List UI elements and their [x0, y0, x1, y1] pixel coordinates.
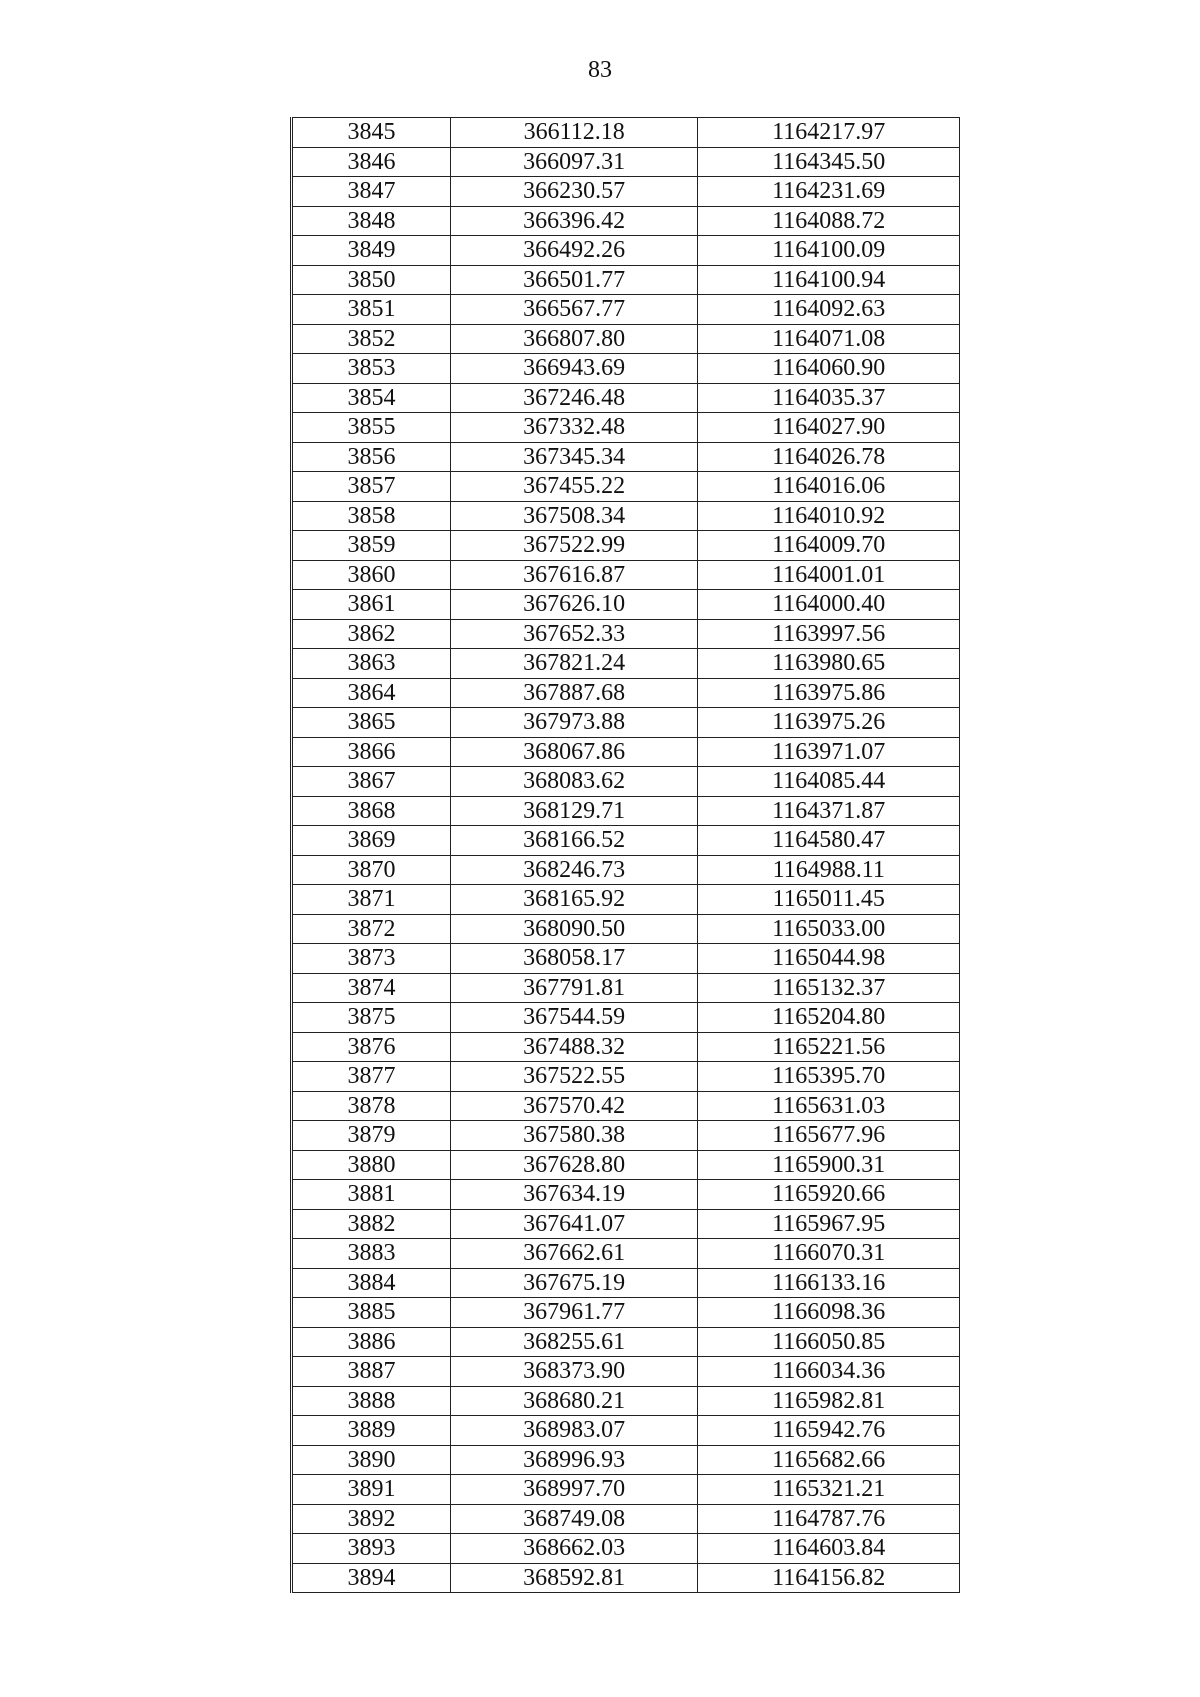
table-row [292, 826, 960, 856]
x-coordinate-cell: 368749.08 [450, 1504, 698, 1534]
x-coordinate-cell: 367791.81 [450, 973, 698, 1003]
x-coordinate-cell: 367634.19 [450, 1180, 698, 1210]
x-coordinate-cell: 367246.48 [450, 383, 698, 413]
point-number-cell: 3881 [292, 1180, 451, 1210]
point-number-cell: 3873 [292, 944, 451, 974]
x-coordinate-cell: 366567.77 [450, 295, 698, 325]
coordinates-table-body [292, 118, 960, 1593]
x-coordinate-cell: 367675.19 [450, 1268, 698, 1298]
point-number-cell: 3861 [292, 590, 451, 620]
x-coordinate-cell: 367345.34 [450, 442, 698, 472]
y-coordinate-cell: 1163997.56 [698, 619, 960, 649]
y-coordinate-cell: 1165011.45 [698, 885, 960, 915]
x-coordinate-cell: 366807.80 [450, 324, 698, 354]
y-coordinate-cell: 1164580.47 [698, 826, 960, 856]
table-row [292, 236, 960, 266]
table-row [292, 1091, 960, 1121]
y-coordinate-cell: 1164026.78 [698, 442, 960, 472]
y-coordinate-cell: 1164345.50 [698, 147, 960, 177]
x-coordinate-cell: 368680.21 [450, 1386, 698, 1416]
page-number: 83 [588, 57, 612, 83]
point-number-cell: 3850 [292, 265, 451, 295]
table-row [292, 1327, 960, 1357]
x-coordinate-cell: 368983.07 [450, 1416, 698, 1446]
y-coordinate-cell: 1164217.97 [698, 118, 960, 148]
y-coordinate-cell: 1164988.11 [698, 855, 960, 885]
x-coordinate-cell: 367887.68 [450, 678, 698, 708]
y-coordinate-cell: 1164010.92 [698, 501, 960, 531]
x-coordinate-cell: 367641.07 [450, 1209, 698, 1239]
table-row [292, 1445, 960, 1475]
point-number-cell: 3876 [292, 1032, 451, 1062]
point-number-cell: 3852 [292, 324, 451, 354]
x-coordinate-cell: 368997.70 [450, 1475, 698, 1505]
x-coordinate-cell: 366230.57 [450, 177, 698, 207]
point-number-cell: 3871 [292, 885, 451, 915]
x-coordinate-cell: 367488.32 [450, 1032, 698, 1062]
table-row [292, 1121, 960, 1151]
point-number-cell: 3856 [292, 442, 451, 472]
y-coordinate-cell: 1164001.01 [698, 560, 960, 590]
y-coordinate-cell: 1165682.66 [698, 1445, 960, 1475]
point-number-cell: 3875 [292, 1003, 451, 1033]
y-coordinate-cell: 1164092.63 [698, 295, 960, 325]
x-coordinate-cell: 367580.38 [450, 1121, 698, 1151]
table-row [292, 383, 960, 413]
x-coordinate-cell: 368246.73 [450, 855, 698, 885]
table-row [292, 354, 960, 384]
point-number-cell: 3877 [292, 1062, 451, 1092]
table-row [292, 855, 960, 885]
point-number-cell: 3865 [292, 708, 451, 738]
y-coordinate-cell: 1164035.37 [698, 383, 960, 413]
x-coordinate-cell: 368083.62 [450, 767, 698, 797]
table-row [292, 560, 960, 590]
table-row [292, 678, 960, 708]
y-coordinate-cell: 1165132.37 [698, 973, 960, 1003]
point-number-cell: 3882 [292, 1209, 451, 1239]
x-coordinate-cell: 367455.22 [450, 472, 698, 502]
table-row [292, 1298, 960, 1328]
x-coordinate-cell: 367628.80 [450, 1150, 698, 1180]
x-coordinate-cell: 366396.42 [450, 206, 698, 236]
y-coordinate-cell: 1166034.36 [698, 1357, 960, 1387]
table-row [292, 1416, 960, 1446]
table-row [292, 118, 960, 148]
table-row [292, 590, 960, 620]
x-coordinate-cell: 367332.48 [450, 413, 698, 443]
table-row [292, 1239, 960, 1269]
point-number-cell: 3847 [292, 177, 451, 207]
point-number-cell: 3854 [292, 383, 451, 413]
y-coordinate-cell: 1164085.44 [698, 767, 960, 797]
table-row [292, 1150, 960, 1180]
y-coordinate-cell: 1163975.86 [698, 678, 960, 708]
table-row [292, 1475, 960, 1505]
x-coordinate-cell: 367961.77 [450, 1298, 698, 1328]
point-number-cell: 3853 [292, 354, 451, 384]
y-coordinate-cell: 1165044.98 [698, 944, 960, 974]
point-number-cell: 3890 [292, 1445, 451, 1475]
table-row [292, 1209, 960, 1239]
point-number-cell: 3892 [292, 1504, 451, 1534]
point-number-cell: 3848 [292, 206, 451, 236]
table-row [292, 619, 960, 649]
y-coordinate-cell: 1164603.84 [698, 1534, 960, 1564]
x-coordinate-cell: 366112.18 [450, 118, 698, 148]
point-number-cell: 3868 [292, 796, 451, 826]
x-coordinate-cell: 368373.90 [450, 1357, 698, 1387]
y-coordinate-cell: 1164371.87 [698, 796, 960, 826]
point-number-cell: 3860 [292, 560, 451, 590]
x-coordinate-cell: 366943.69 [450, 354, 698, 384]
y-coordinate-cell: 1165221.56 [698, 1032, 960, 1062]
y-coordinate-cell: 1166070.31 [698, 1239, 960, 1269]
y-coordinate-cell: 1164000.40 [698, 590, 960, 620]
table-row [292, 531, 960, 561]
table-row [292, 1386, 960, 1416]
point-number-cell: 3851 [292, 295, 451, 325]
x-coordinate-cell: 366492.26 [450, 236, 698, 266]
point-number-cell: 3891 [292, 1475, 451, 1505]
point-number-cell: 3859 [292, 531, 451, 561]
y-coordinate-cell: 1164071.08 [698, 324, 960, 354]
point-number-cell: 3894 [292, 1563, 451, 1593]
x-coordinate-cell: 368662.03 [450, 1534, 698, 1564]
table-row [292, 147, 960, 177]
y-coordinate-cell: 1165920.66 [698, 1180, 960, 1210]
table-row [292, 737, 960, 767]
y-coordinate-cell: 1164100.94 [698, 265, 960, 295]
table-row [292, 914, 960, 944]
x-coordinate-cell: 367626.10 [450, 590, 698, 620]
y-coordinate-cell: 1166133.16 [698, 1268, 960, 1298]
table-row [292, 1504, 960, 1534]
x-coordinate-cell: 367570.42 [450, 1091, 698, 1121]
x-coordinate-cell: 368058.17 [450, 944, 698, 974]
x-coordinate-cell: 368067.86 [450, 737, 698, 767]
point-number-cell: 3855 [292, 413, 451, 443]
x-coordinate-cell: 368592.81 [450, 1563, 698, 1593]
x-coordinate-cell: 368090.50 [450, 914, 698, 944]
table-row [292, 649, 960, 679]
table-row [292, 501, 960, 531]
x-coordinate-cell: 367508.34 [450, 501, 698, 531]
point-number-cell: 3888 [292, 1386, 451, 1416]
coordinates-table [290, 117, 960, 1593]
point-number-cell: 3872 [292, 914, 451, 944]
x-coordinate-cell: 368129.71 [450, 796, 698, 826]
y-coordinate-cell: 1166050.85 [698, 1327, 960, 1357]
y-coordinate-cell: 1165942.76 [698, 1416, 960, 1446]
y-coordinate-cell: 1163971.07 [698, 737, 960, 767]
y-coordinate-cell: 1165321.21 [698, 1475, 960, 1505]
point-number-cell: 3867 [292, 767, 451, 797]
table-row [292, 1062, 960, 1092]
x-coordinate-cell: 367821.24 [450, 649, 698, 679]
y-coordinate-cell: 1165204.80 [698, 1003, 960, 1033]
x-coordinate-cell: 367973.88 [450, 708, 698, 738]
y-coordinate-cell: 1165967.95 [698, 1209, 960, 1239]
table-row [292, 472, 960, 502]
x-coordinate-cell: 367522.55 [450, 1062, 698, 1092]
table-row [292, 1268, 960, 1298]
y-coordinate-cell: 1164231.69 [698, 177, 960, 207]
point-number-cell: 3863 [292, 649, 451, 679]
y-coordinate-cell: 1163975.26 [698, 708, 960, 738]
point-number-cell: 3849 [292, 236, 451, 266]
point-number-cell: 3866 [292, 737, 451, 767]
y-coordinate-cell: 1165982.81 [698, 1386, 960, 1416]
x-coordinate-cell: 367662.61 [450, 1239, 698, 1269]
y-coordinate-cell: 1165900.31 [698, 1150, 960, 1180]
point-number-cell: 3889 [292, 1416, 451, 1446]
table-row [292, 708, 960, 738]
table-row [292, 796, 960, 826]
table-row [292, 1180, 960, 1210]
point-number-cell: 3884 [292, 1268, 451, 1298]
x-coordinate-cell: 368165.92 [450, 885, 698, 915]
point-number-cell: 3858 [292, 501, 451, 531]
table-row [292, 885, 960, 915]
x-coordinate-cell: 368996.93 [450, 1445, 698, 1475]
table-row [292, 1357, 960, 1387]
point-number-cell: 3887 [292, 1357, 451, 1387]
y-coordinate-cell: 1164088.72 [698, 206, 960, 236]
point-number-cell: 3879 [292, 1121, 451, 1151]
table-row [292, 1003, 960, 1033]
point-number-cell: 3870 [292, 855, 451, 885]
x-coordinate-cell: 368166.52 [450, 826, 698, 856]
table-row [292, 177, 960, 207]
y-coordinate-cell: 1166098.36 [698, 1298, 960, 1328]
point-number-cell: 3862 [292, 619, 451, 649]
x-coordinate-cell: 366097.31 [450, 147, 698, 177]
y-coordinate-cell: 1164009.70 [698, 531, 960, 561]
y-coordinate-cell: 1165033.00 [698, 914, 960, 944]
x-coordinate-cell: 366501.77 [450, 265, 698, 295]
point-number-cell: 3893 [292, 1534, 451, 1564]
table-row [292, 973, 960, 1003]
x-coordinate-cell: 368255.61 [450, 1327, 698, 1357]
table-row [292, 413, 960, 443]
point-number-cell: 3869 [292, 826, 451, 856]
y-coordinate-cell: 1163980.65 [698, 649, 960, 679]
x-coordinate-cell: 367522.99 [450, 531, 698, 561]
point-number-cell: 3845 [292, 118, 451, 148]
table-row [292, 1534, 960, 1564]
point-number-cell: 3864 [292, 678, 451, 708]
table-row [292, 767, 960, 797]
point-number-cell: 3886 [292, 1327, 451, 1357]
table-row [292, 206, 960, 236]
point-number-cell: 3878 [292, 1091, 451, 1121]
table-row [292, 944, 960, 974]
table-row [292, 265, 960, 295]
x-coordinate-cell: 367616.87 [450, 560, 698, 590]
y-coordinate-cell: 1164156.82 [698, 1563, 960, 1593]
point-number-cell: 3874 [292, 973, 451, 1003]
table-row [292, 324, 960, 354]
y-coordinate-cell: 1165395.70 [698, 1062, 960, 1092]
x-coordinate-cell: 367652.33 [450, 619, 698, 649]
table-row [292, 1032, 960, 1062]
y-coordinate-cell: 1164016.06 [698, 472, 960, 502]
table-row [292, 295, 960, 325]
point-number-cell: 3883 [292, 1239, 451, 1269]
y-coordinate-cell: 1164027.90 [698, 413, 960, 443]
y-coordinate-cell: 1165631.03 [698, 1091, 960, 1121]
point-number-cell: 3880 [292, 1150, 451, 1180]
x-coordinate-cell: 367544.59 [450, 1003, 698, 1033]
table-row [292, 1563, 960, 1593]
y-coordinate-cell: 1165677.96 [698, 1121, 960, 1151]
y-coordinate-cell: 1164787.76 [698, 1504, 960, 1534]
point-number-cell: 3885 [292, 1298, 451, 1328]
point-number-cell: 3846 [292, 147, 451, 177]
point-number-cell: 3857 [292, 472, 451, 502]
y-coordinate-cell: 1164060.90 [698, 354, 960, 384]
table-row [292, 442, 960, 472]
y-coordinate-cell: 1164100.09 [698, 236, 960, 266]
